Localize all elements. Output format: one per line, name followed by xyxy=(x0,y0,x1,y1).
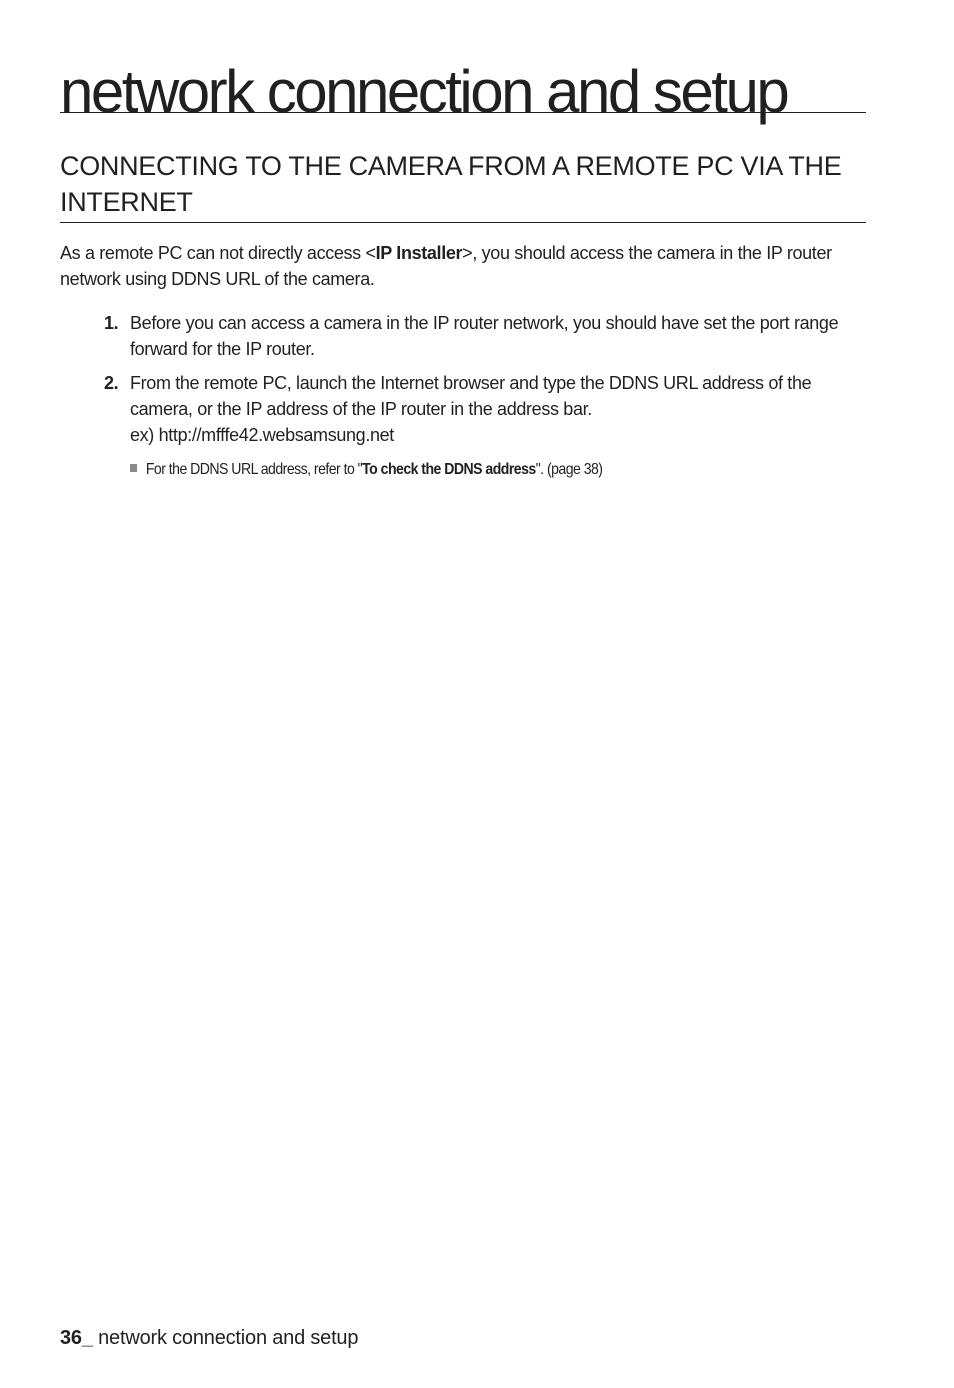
intro-ip-installer: IP Installer xyxy=(375,243,463,263)
intro-text-after: >, you should access the camera in the IP router network using DDNS URL of the camera. xyxy=(60,243,832,289)
note-bullet-icon xyxy=(130,464,137,472)
note xyxy=(130,458,778,482)
step-example-url: ex) http://mfffe42.websamsung.net xyxy=(130,425,394,445)
step-text: From the remote PC, launch the Internet browser and type the DDNS URL address of the camera, or the IP address of the IP router in the address bar. xyxy=(130,373,812,419)
chapter-title: network connection and setup xyxy=(60,58,788,125)
note-reference-link: To check the DDNS address xyxy=(362,461,536,478)
step-item-1 xyxy=(60,310,866,362)
intro-paragraph xyxy=(60,240,866,292)
step-number: 2. xyxy=(104,373,119,393)
chapter-title-rule xyxy=(60,112,866,113)
note-text-before: For the DDNS URL address, refer to " xyxy=(145,461,363,478)
step-number: 1. xyxy=(104,313,119,333)
page-footer xyxy=(60,1324,358,1352)
footer-label: network connection and setup xyxy=(92,1327,359,1349)
steps-list xyxy=(60,310,866,456)
page-number: 36_ xyxy=(60,1327,93,1349)
step-item-2 xyxy=(60,370,866,448)
intro-text-before: As a remote PC can not directly access < xyxy=(60,243,376,263)
step-text: Before you can access a camera in the IP router network, you should have set the port range forward for the IP router. xyxy=(130,313,839,359)
note-text-after: ". (page 38) xyxy=(535,461,603,478)
section-heading-rule xyxy=(60,222,866,223)
section-heading: CONNECTING TO THE CAMERA FROM A REMOTE PC VIA THE INTERNET xyxy=(60,151,842,217)
